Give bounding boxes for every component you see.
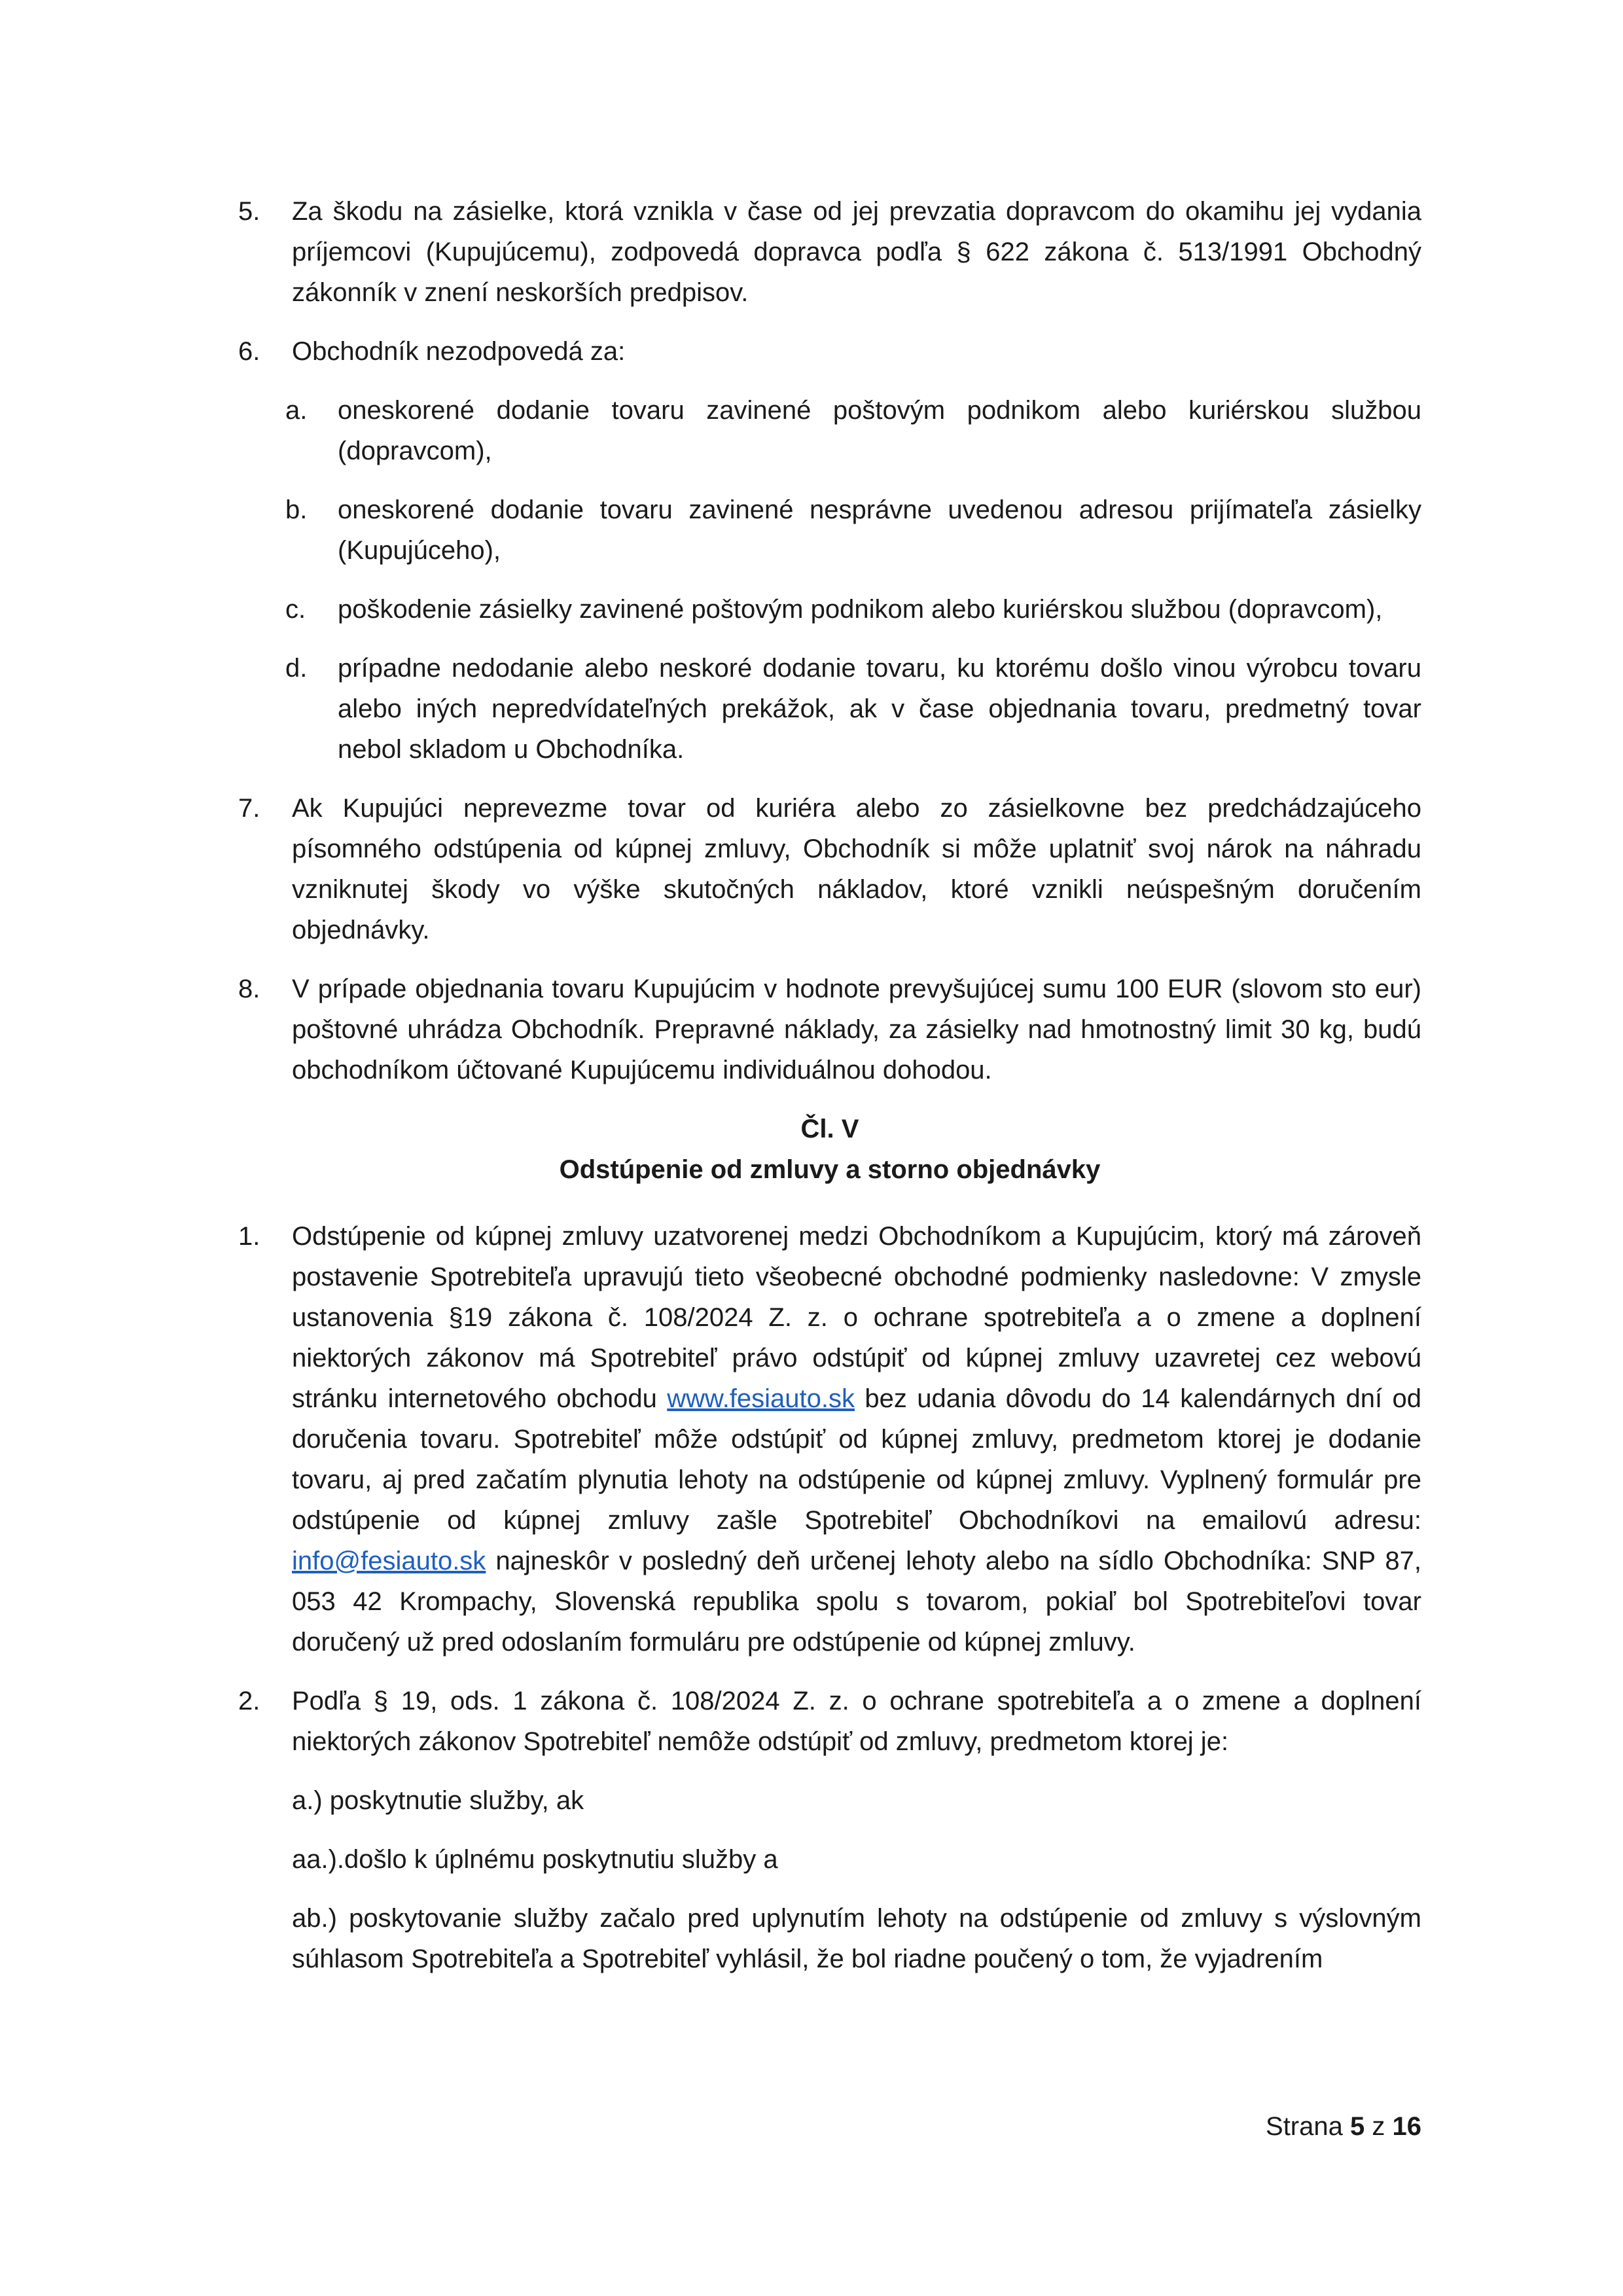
list-number: 8. [238, 975, 260, 1003]
footer-of: z [1372, 2112, 1385, 2141]
list-text-part: bez udania dôvodu do 14 kalendárnych dní od doručenia tovaru. Spotrebiteľ môže odstúpiť od kúpnej zmluvy, predmetom ktorej je dodanie tovaru, aj pred začatím plynutia lehoty na odstúpenie od kúpnej zmluvy. Vyplnený formulár pre odstúpenie od kúpnej zmluvy zašle Spotrebiteľ Obchodníkovi na emailovú adresu: [292, 1384, 1422, 1535]
list-text: V prípade objednania tovaru Kupujúcim v hodnote prevyšujúcej sumu 100 EUR (slovom sto eur) poštovné uhrádza Obchodník. Prepravné náklady, za zásielky nad hmotnostný limit 30 kg, budú obchodníkom účtované Kupujúcemu individuálnou dohodou. [292, 975, 1421, 1085]
website-link[interactable]: www.fesiauto.sk [667, 1384, 855, 1413]
paragraph-ab: ab.) poskytovanie služby začalo pred uplynutím lehoty na odstúpenie od zmluvy s výslovným súhlasom Spotrebiteľa a Spotrebiteľ vyhlásil, že bol riadne poučený o tom, že vyjadrením [292, 1904, 1421, 1973]
list-number: 6. [238, 337, 260, 366]
sub-item-a [238, 390, 1421, 471]
list-number: 7. [238, 794, 260, 823]
list-number: 5. [238, 197, 260, 226]
list-item-8 [238, 969, 1421, 1090]
footer-total-pages: 16 [1392, 2112, 1421, 2141]
sub-letter: a. [285, 396, 308, 425]
article-item-1 [238, 1216, 1421, 1662]
article-item-2 [238, 1681, 1421, 1762]
section-title: Čl. V [800, 1115, 859, 1143]
sub-item-b [238, 490, 1421, 571]
section-subtitle: Odstúpenie od zmluvy a storno objednávky [559, 1155, 1101, 1184]
list-item-6 [238, 331, 1421, 372]
sub-letter: c. [285, 595, 306, 624]
page-footer [1243, 2109, 1421, 2144]
sub-item-d [238, 648, 1421, 770]
list-text: Podľa § 19, ods. 1 zákona č. 108/2024 Z. z. o ochrane spotrebiteľa a o zmene a doplnení niektorých zákonov Spotrebiteľ nemôže odstúpiť od zmluvy, predmetom ktorej je: [292, 1687, 1421, 1756]
sub-text: poškodenie zásielky zavinené poštovým podnikom alebo kuriérskou službou (dopravcom), [338, 595, 1383, 624]
list-text-part: Odstúpenie od kúpnej zmluvy uzatvorenej medzi Obchodníkom a Kupujúcim, ktorý má zároveň postavenie Spotrebiteľa upravujú tieto všeobecné obchodné podmienky nasledovne: V zmysle ustanovenia §19 zákona č. 108/2024 Z. z. o ochrane spotrebiteľa a o zmene a doplnení niektorých zákonov má Spotrebiteľ právo odstúpiť od kúpnej zmluvy uzavretej cez webovú stránku internetového obchodu [292, 1222, 1421, 1413]
sub-letter: b. [285, 495, 308, 524]
page-content [238, 191, 1421, 1998]
section-heading [238, 1109, 1421, 1190]
sub-text: oneskorené dodanie tovaru zavinené nesprávne uvedenou adresou prijímateľa zásielky (Kupujúceho), [338, 495, 1421, 565]
sub-item-c [238, 589, 1421, 630]
sub-text: prípadne nedodanie alebo neskoré dodanie tovaru, ku ktorému došlo vinou výrobcu tovaru alebo iných nepredvídateľných prekážok, ak v čase objednania tovaru, predmetný tovar nebol skladom u Obchodníka. [338, 654, 1421, 764]
email-link[interactable]: info@fesiauto.sk [292, 1547, 486, 1575]
paragraph-a: a.) poskytnutie služby, ak [292, 1786, 584, 1815]
sub-letter: d. [285, 654, 308, 683]
paragraph-aa: aa.).došlo k úplnému poskytnutiu služby a [292, 1845, 778, 1874]
list-text: Ak Kupujúci neprevezme tovar od kuriéra alebo zo zásielkovne bez predchádzajúceho písomného odstúpenia od kúpnej zmluvy, Obchodník si môže uplatniť svoj nárok na náhradu vzniknutej škody vo výške skutočných nákladov, ktoré vznikli neúspešným doručením objednávky. [292, 794, 1421, 944]
list-item-7 [238, 788, 1421, 950]
sub-text: oneskorené dodanie tovaru zavinené poštovým podnikom alebo kuriérskou službou (dopravcom), [338, 396, 1421, 465]
list-item-5 [238, 191, 1421, 313]
list-number: 2. [238, 1687, 260, 1715]
list-number: 1. [238, 1222, 260, 1251]
footer-page-number: 5 [1350, 2112, 1365, 2141]
footer-label: Strana [1266, 2112, 1343, 2141]
list-text: Za škodu na zásielke, ktorá vznikla v čase od jej prevzatia dopravcom do okamihu jej vydania príjemcovi (Kupujúcemu), zodpovedá dopravca podľa § 622 zákona č. 513/1991 Obchodný zákonník v znení neskorších predpisov. [292, 197, 1421, 307]
list-text: Obchodník nezodpovedá za: [292, 337, 626, 366]
list-text-part: najneskôr v posledný deň určenej lehoty alebo na sídlo Obchodníka: SNP 87, 053 42 Krompachy, Slovenská republika spolu s tovarom, pokiaľ bol Spotrebiteľovi tovar doručený už pred odoslaním formuláru pre odstúpenie od kúpnej zmluvy. [292, 1547, 1421, 1657]
